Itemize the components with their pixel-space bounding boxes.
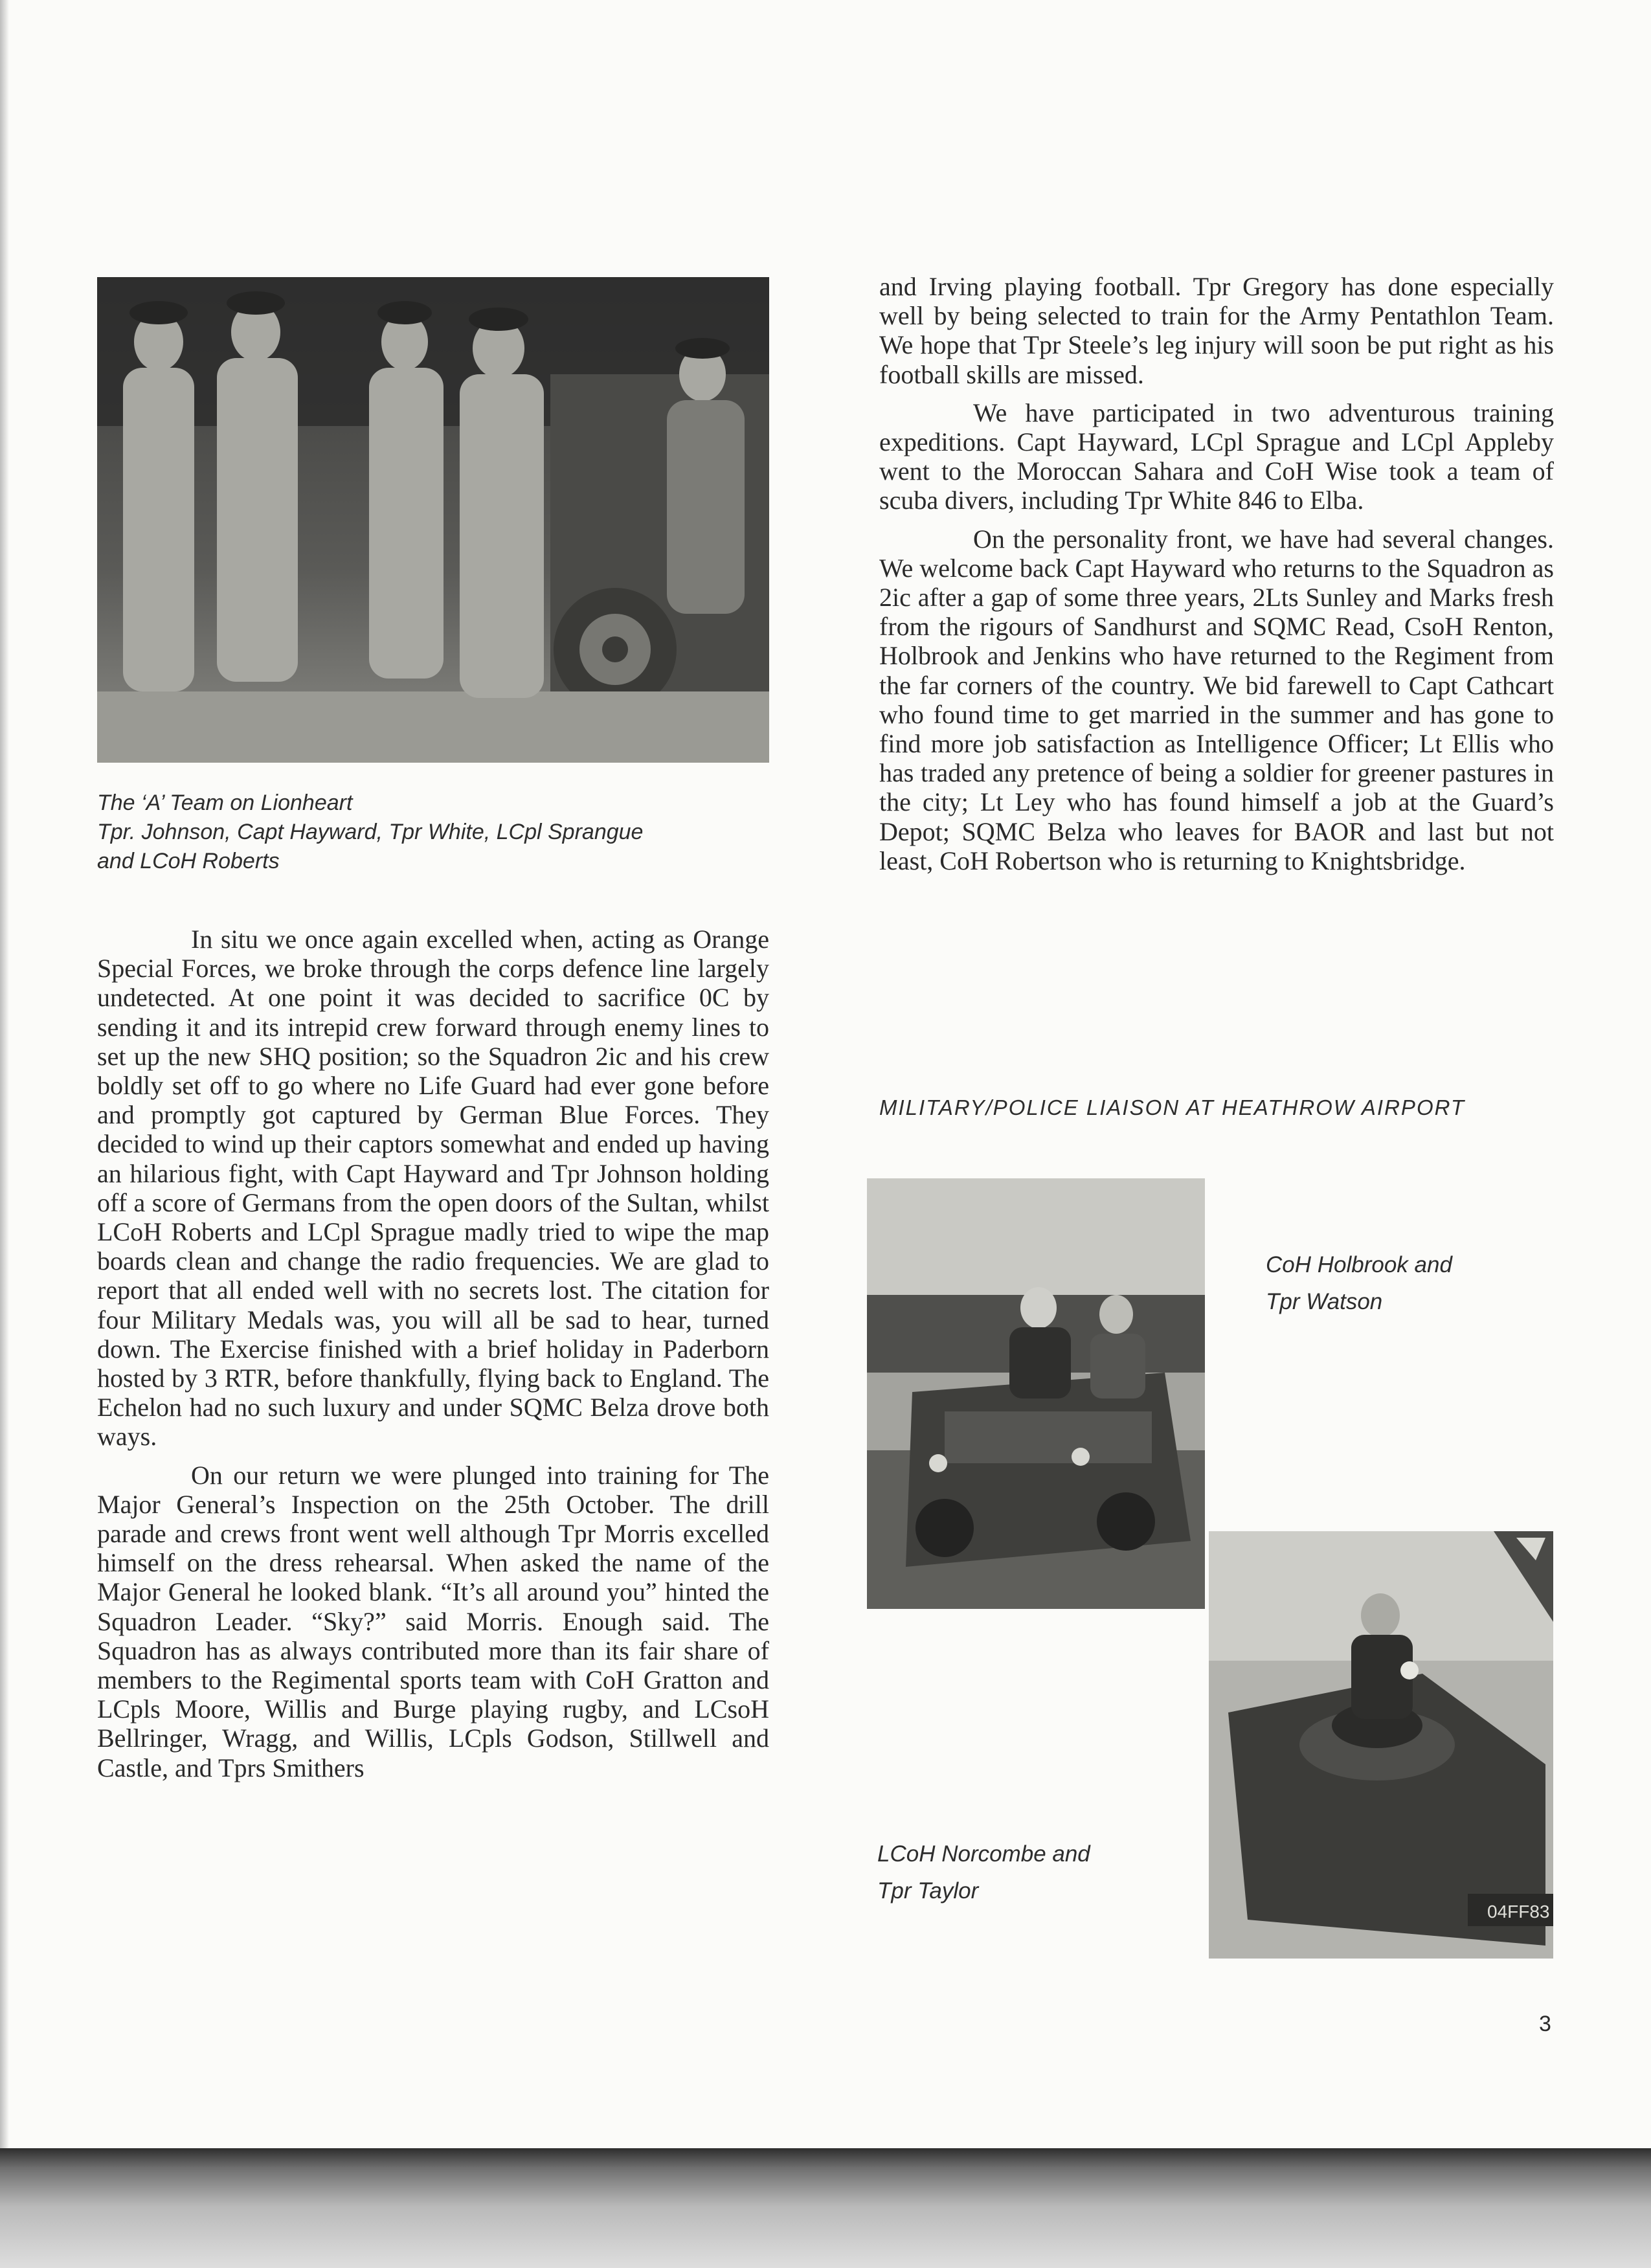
paragraph: On the personality front, we have had several changes. We welcome back Capt Hayward who returns to the Squadron as 2ic after a gap of some three years, 2Lts Sunley and Marks fresh from the rigours of Sandhurst and SQMC Read, CsoH Renton, Holbrook and Jenkins who have returned to the Regiment from the far corners of the country. We bid farewell to Capt Cathcart who found time to get married in the summer and has gone to find more job satisfaction as Intelligence Officer; Lt Ellis who has traded any pretence of being a soldier for greener pastures in the city; Lt Ley who has found himself a job at the Guard’s Depot; SQMC Belza who leaves for BAOR and last but not least, CoH Robertson who is returning to Knightsbridge. [879, 524, 1554, 875]
caption-line: Tpr Taylor [877, 1878, 979, 1903]
paragraph: On our return we were plunged into training for The Major General’s Inspection on the 25th October. The drill parade and crews front went well although Tpr Morris excelled himself on the dress rehearsal. When asked the name of the Major General he looked blank. “It’s all around you” hinted the Squadron Leader. “Sky?” said Morris. Enough said. The Squadron has as always contributed more than its fair share of members to the Regimental sports team with CoH Gratton and LCpls Moore, Willis and Burge playing rugby, and LCsoH Bellringer, Wragg, and Willis, LCpls Godson, Stillwell and Castle, and Tprs Smithers [97, 1460, 769, 1782]
norcombe-caption [877, 1836, 1090, 1909]
armoured-car-photo-icon [1209, 1531, 1553, 1959]
caption-line: and LCoH Roberts [97, 849, 280, 873]
caption-line: CoH Holbrook and [1266, 1252, 1452, 1277]
holbrook-caption [1266, 1246, 1452, 1320]
armoured-car-photo-icon [867, 1178, 1205, 1609]
section-heading: MILITARY/POLICE LIAISON AT HEATHROW AIRPORT [879, 1095, 1466, 1119]
a-team-caption [97, 789, 643, 876]
heathrow-photo-holbrook [867, 1178, 1205, 1609]
heathrow-photo-norcombe [1209, 1531, 1553, 1959]
caption-line: Tpr. Johnson, Capt Hayward, Tpr White, LCpl Sprangue [97, 820, 644, 844]
page-number: 3 [1539, 2012, 1551, 2036]
scan-bottom-edge [0, 2148, 1651, 2268]
caption-line: The ‘A’ Team on Lionheart [97, 791, 353, 815]
caption-line: LCoH Norcombe and [877, 1841, 1090, 1867]
paragraph: We have participated in two adventurous training expeditions. Capt Hayward, LCpl Sprague and LCpl Appleby went to the Moroccan Sahara and CoH Wise took a team of scuba divers, including Tpr White 846 to Elba. [879, 398, 1554, 515]
paragraph: and Irving playing football. Tpr Gregory has done especially well by being selected to train for the Army Pentathlon Team. We hope that Tpr Steele’s leg injury will soon be put right as his football skills are missed. [879, 272, 1554, 389]
vehicle-plate-text: 04FF83 [1487, 1902, 1550, 1922]
team-photo-icon [97, 277, 769, 763]
a-team-photo [97, 277, 769, 763]
left-column [97, 925, 769, 1782]
page-binding-edge [0, 0, 9, 2268]
paragraph: In situ we once again excelled when, acting as Orange Special Forces, we broke through the corps defence line largely undetected. At one point it was decided to sacrifice 0C by sending it and its intrepid crew forward through enemy lines to set up the new SHQ position; so the Squadron 2ic and his crew boldly set off to go where no Life Guard had ever gone before and promptly got captured by German Blue Forces. They decided to wind up their captors somewhat and ended up having an hilarious fight, with Capt Hayward and Tpr Johnson holding off a score of Germans from the open doors of the Sultan, whilst LCoH Roberts and LCpl Sprague madly tried to wipe the map boards clean and change the radio frequencies. We are glad to report that all ended well with no secrets lost. The citation for four Military Medals was, you will all be sad to hear, turned down. The Exercise finished with a brief holiday in Paderborn hosted by 3 RTR, before thankfully, flying back to England. The Echelon had no such luxury and under SQMC Belza drove both ways. [97, 925, 769, 1452]
caption-line: Tpr Watson [1266, 1289, 1383, 1314]
right-column [879, 272, 1554, 875]
